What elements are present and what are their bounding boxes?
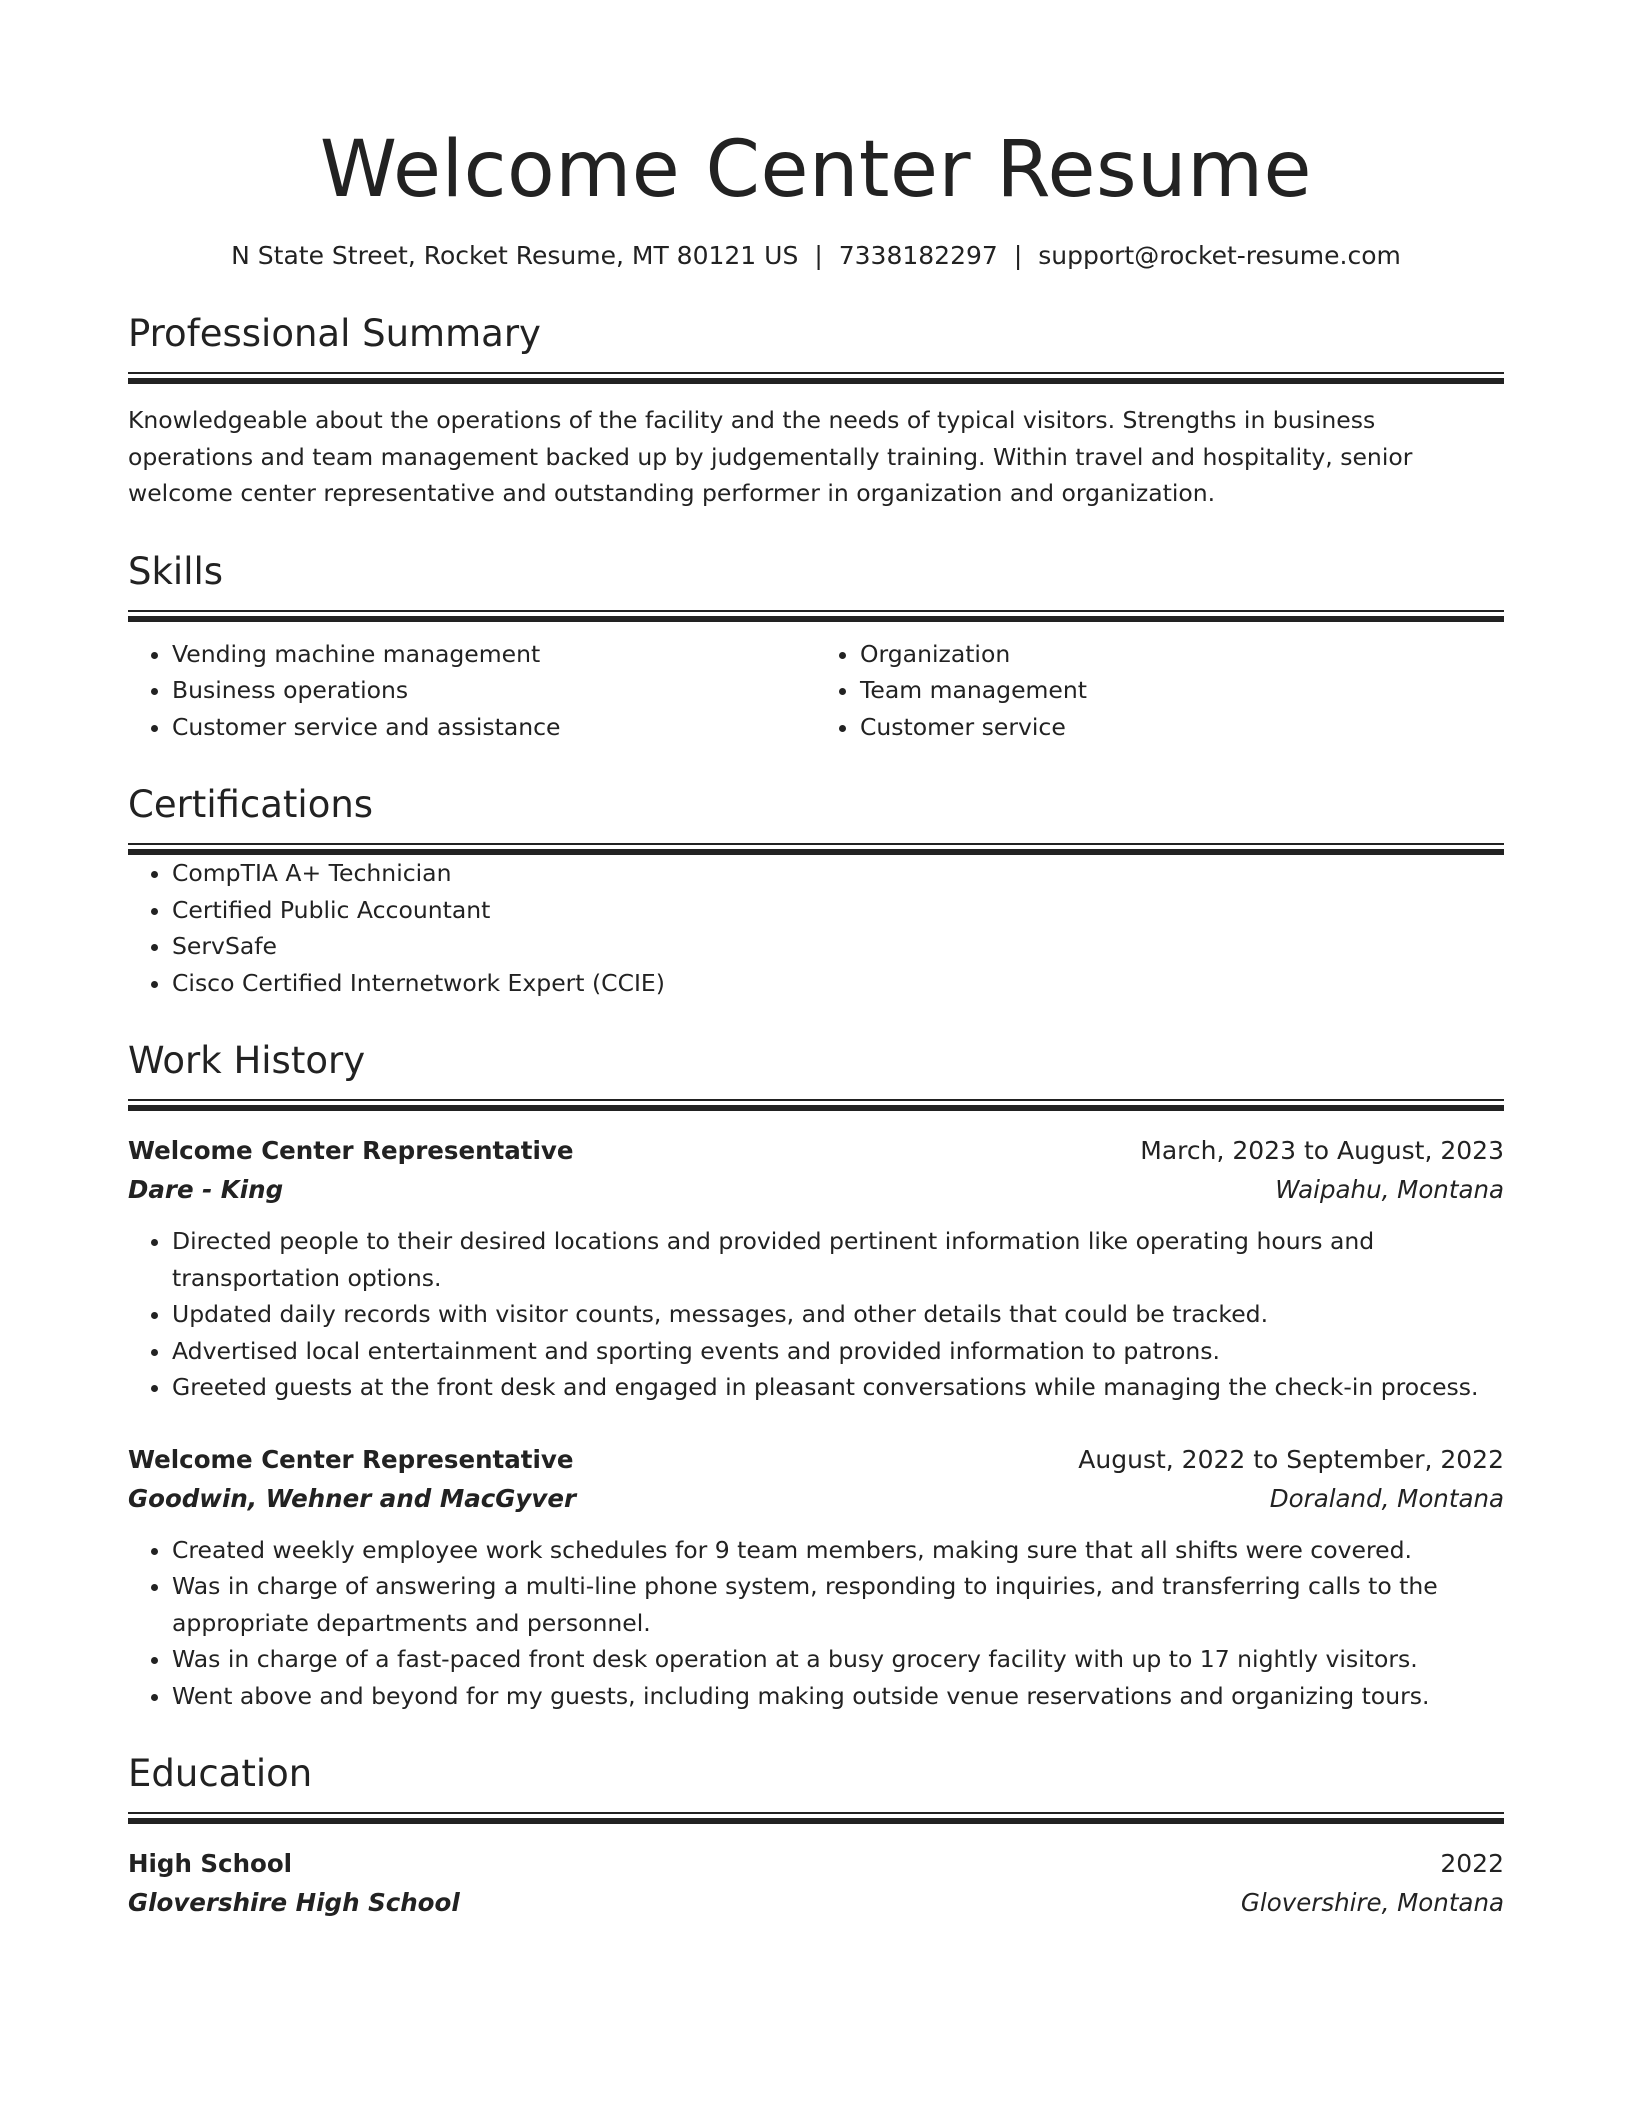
section-title: Education	[128, 1752, 313, 1795]
certifications-section	[128, 781, 1504, 1001]
job-title: Welcome Center Representative	[128, 1136, 574, 1165]
section-divider	[128, 843, 1504, 855]
contact-address: N State Street, Rocket Resume, MT 80121 US	[231, 241, 799, 270]
summary-section	[128, 310, 1504, 512]
work-history-section	[128, 1037, 1504, 1714]
skill-item: • Vending machine management	[172, 636, 816, 673]
job-bullet: • Advertised local entertainment and sporting events and provided information to patrons.	[172, 1333, 1504, 1370]
section-divider	[128, 610, 1504, 622]
job-company: Goodwin, Wehner and MacGyver	[128, 1483, 577, 1513]
job-location: Waipahu, Montana	[1275, 1175, 1504, 1204]
skill-item: • Customer service and assistance	[172, 709, 816, 746]
job-title: Welcome Center Representative	[128, 1444, 574, 1474]
job-bullet: • Directed people to their desired locations and provided pertinent information like operating hours and transportation options.	[172, 1223, 1504, 1296]
job-bullets	[128, 1223, 1504, 1406]
job-header-row	[128, 1131, 1504, 1171]
section-divider	[128, 1099, 1504, 1111]
skills-list-right	[816, 636, 1504, 746]
job-bullet: • Updated daily records with visitor counts, messages, and other details that could be tracked.	[172, 1296, 1504, 1333]
skill-item: • Customer service	[860, 709, 1504, 746]
job-location: Doraland, Montana	[1269, 1483, 1504, 1513]
job-company: Dare - King	[128, 1175, 284, 1204]
job-entry	[128, 1440, 1504, 1715]
education-school-row	[128, 1884, 1504, 1922]
certification-item: • Cisco Certified Internetwork Expert (CCIE)	[172, 965, 1504, 1002]
job-dates: March, 2023 to August, 2023	[1140, 1136, 1504, 1165]
education-year: 2022	[1440, 1849, 1504, 1878]
education-location: Glovershire, Montana	[1240, 1888, 1504, 1917]
certification-item: • CompTIA A+ Technician	[172, 855, 1504, 892]
contact-line	[128, 238, 1504, 274]
contact-separator: |	[1013, 241, 1023, 270]
education-degree: High School	[128, 1849, 293, 1878]
job-bullet: • Created weekly employee work schedules for 9 team members, making sure that all shifts were covered.	[172, 1532, 1504, 1569]
job-company-row	[128, 1171, 1504, 1209]
job-company-row	[128, 1480, 1504, 1518]
job-bullet: • Was in charge of answering a multi-line phone system, responding to inquiries, and transferring calls to the appropriate departments and personnel.	[172, 1568, 1504, 1641]
skill-item: • Team management	[860, 672, 1504, 709]
education-section	[128, 1750, 1504, 1922]
skill-item: • Business operations	[172, 672, 816, 709]
section-title: Skills	[128, 549, 224, 593]
education-school: Glovershire High School	[128, 1888, 460, 1917]
education-entry	[128, 1844, 1504, 1922]
skills-grid	[128, 636, 1504, 746]
resume-title: Welcome Center Resume	[319, 125, 1313, 215]
skills-section	[128, 548, 1504, 746]
job-bullet: • Was in charge of a fast-paced front desk operation at a busy grocery facility with up to 17 nightly visitors.	[172, 1641, 1504, 1678]
job-bullet: • Greeted guests at the front desk and engaged in pleasant conversations while managing the check-in process.	[172, 1369, 1504, 1406]
education-header-row	[128, 1844, 1504, 1884]
section-title: Certifications	[128, 783, 374, 826]
summary-text: Knowledgeable about the operations of the facility and the needs of typical visitors. Strengths in business operations and team management backed up by judgementally training. Within travel and hospitality, senior welcome center representative and outstanding performer in organization and organization.	[128, 406, 1413, 507]
job-header-row	[128, 1440, 1504, 1480]
contact-separator: |	[814, 241, 823, 270]
job-bullets	[128, 1532, 1504, 1715]
contact-phone: 7338182297	[838, 241, 998, 270]
section-divider	[128, 372, 1504, 384]
contact-email: support@rocket-resume.com	[1038, 241, 1401, 270]
section-title: Professional Summary	[128, 312, 541, 355]
skill-item: • Organization	[860, 636, 1504, 673]
certifications-list	[128, 855, 1504, 1001]
certification-item: • Certified Public Accountant	[172, 892, 1504, 929]
job-entry	[128, 1131, 1504, 1406]
section-title: Work History	[128, 1039, 366, 1082]
skills-list-left	[128, 636, 816, 746]
certification-item: • ServSafe	[172, 928, 1504, 965]
job-bullet: • Went above and beyond for my guests, including making outside venue reservations and organizing tours.	[172, 1678, 1504, 1715]
job-dates: August, 2022 to September, 2022	[1078, 1444, 1504, 1474]
section-divider	[128, 1812, 1504, 1824]
